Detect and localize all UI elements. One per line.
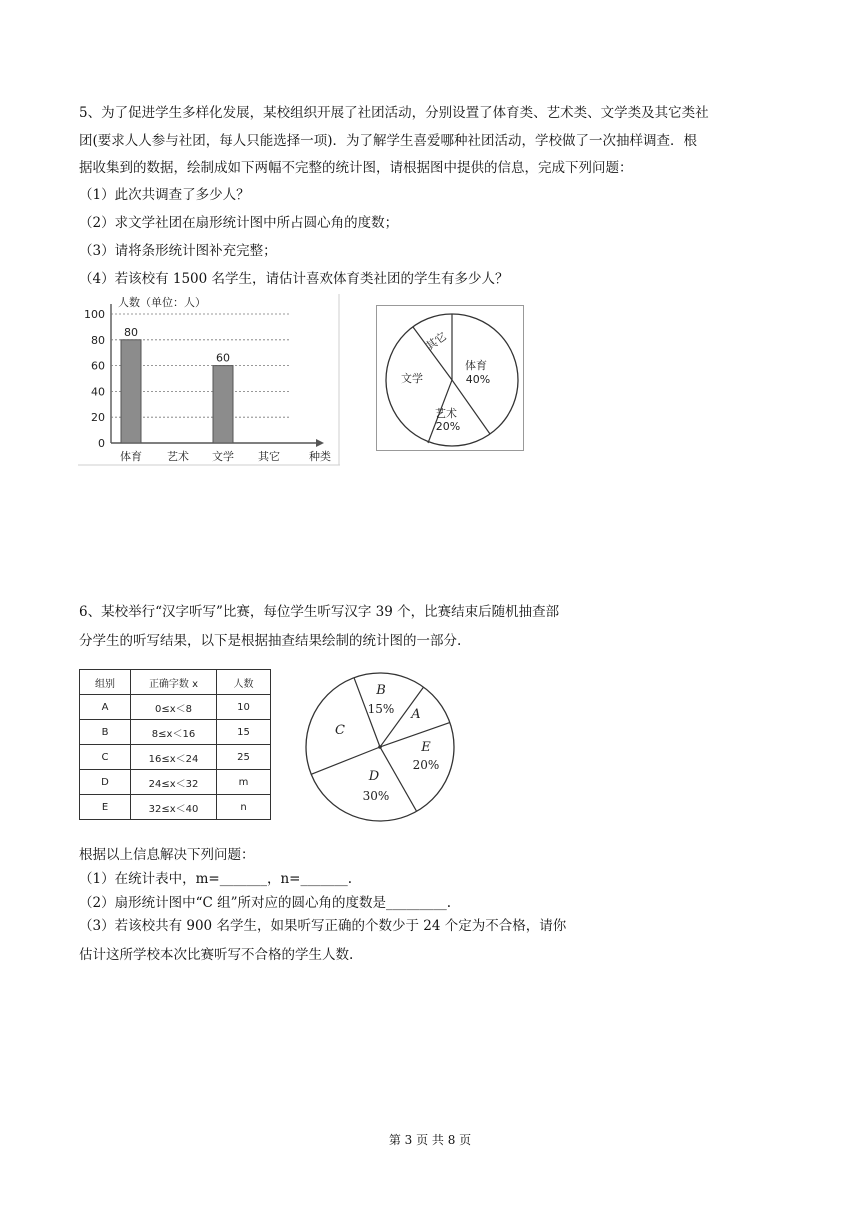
q5-intro-line-2: 团(要求人人参与社团，每人只能选择一项)．为了解学生喜爱哪种社团活动，学校做了一次抽样调查．根 xyxy=(79,133,698,149)
q5-bar-chart xyxy=(78,294,340,466)
bar-chart-category-label: 艺术 xyxy=(167,450,189,463)
q6-pie-label-a: A xyxy=(411,707,421,722)
q6-intro-line-1: 6、某校举行“汉字听写”比赛，每位学生听写汉字 39 个，比赛结束后随机抽查部 xyxy=(79,604,560,620)
q6-pie-pct-d: 30% xyxy=(362,789,390,803)
q6-pie-label-e: E xyxy=(421,740,431,755)
table-cell: 10 xyxy=(217,695,271,720)
table-cell: C xyxy=(80,745,131,770)
table-cell: 25 xyxy=(217,745,271,770)
bar-chart-ytick-label: 0 xyxy=(98,437,105,450)
q5-pie-label-sport: 体育 xyxy=(465,359,487,372)
q6-question-3-cont: 估计这所学校本次比赛听写不合格的学生人数. xyxy=(79,947,354,963)
q5-pie-chart xyxy=(376,305,524,451)
bar-chart-ylabel: 人数（单位：人） xyxy=(118,296,206,309)
q5-question-2: （2）求文学社团在扇形统计图中所占圆心角的度数； xyxy=(79,215,399,231)
bar-chart-value-label: 60 xyxy=(216,351,230,365)
table-cell: 8≤x＜16 xyxy=(131,720,217,745)
q6-question-1: （1）在统计表中，m=_______，n=_______. xyxy=(79,871,352,887)
bar-chart-value-label: 80 xyxy=(124,325,138,339)
q5-question-3: （3）请将条形统计图补充完整； xyxy=(79,243,277,259)
bar-chart-ytick-label: 100 xyxy=(84,308,105,321)
q6-stat-table xyxy=(79,669,271,820)
q6-pie-label-d: D xyxy=(368,769,380,784)
table-cell: 16≤x＜24 xyxy=(131,745,217,770)
table-cell: 24≤x＜32 xyxy=(131,770,217,795)
q6-lead: 根据以上信息解决下列问题： xyxy=(79,847,255,863)
q6-pie-pct-e: 20% xyxy=(412,758,440,772)
bar-chart-category-label: 文学 xyxy=(212,450,234,463)
table-header-count: 人数 xyxy=(217,670,271,695)
q6-intro-line-2: 分学生的听写结果，以下是根据抽查结果绘制的统计图的一部分. xyxy=(79,633,462,649)
table-row xyxy=(80,695,271,720)
q5-intro-line-1: 5、为了促进学生多样化发展，某校组织开展了社团活动，分别设置了体育类、艺术类、文学类及其它类社 xyxy=(79,105,709,121)
q5-question-1: （1）此次共调查了多少人？ xyxy=(79,187,250,203)
table-row xyxy=(80,770,271,795)
table-row xyxy=(80,795,271,820)
table-cell: n xyxy=(217,795,271,820)
table-cell: E xyxy=(80,795,131,820)
table-cell: m xyxy=(217,770,271,795)
q6-question-3: （3）若该校共有 900 名学生，如果听写正确的个数少于 24 个定为不合格，请你 xyxy=(79,918,567,934)
bar-chart-bar xyxy=(121,340,141,443)
bar-chart-category-label: 体育 xyxy=(120,450,142,463)
table-cell: B xyxy=(80,720,131,745)
bar-chart-ytick-label: 20 xyxy=(91,411,105,425)
q6-pie-center-dot xyxy=(378,745,382,749)
q5-pie-label-literature: 文学 xyxy=(401,372,423,385)
bar-chart-x-arrow xyxy=(316,439,324,447)
table-header-range: 正确字数 x xyxy=(131,670,217,695)
bar-chart-ytick-label: 80 xyxy=(91,333,105,347)
table-cell: 15 xyxy=(217,720,271,745)
q6-question-2: （2）扇形统计图中“C 组”所对应的圆心角的度数是_________. xyxy=(79,895,452,911)
q6-pie-chart xyxy=(300,668,460,828)
q5-pie-label-other: 其它 xyxy=(423,329,450,354)
table-row xyxy=(80,720,271,745)
q5-pie-label-art: 艺术 xyxy=(435,407,457,420)
page-footer: 第 3 页 共 8 页 xyxy=(388,1133,472,1147)
table-row xyxy=(80,745,271,770)
bar-chart-ytick-label: 40 xyxy=(91,385,105,399)
q5-pie-pct-art: 20% xyxy=(435,420,461,433)
bar-chart-category-label: 其它 xyxy=(258,450,280,463)
table-cell: 0≤x＜8 xyxy=(131,695,217,720)
table-cell: A xyxy=(80,695,131,720)
q6-pie-pct-b: 15% xyxy=(367,702,395,716)
q5-intro-line-3: 据收集到的数据，绘制成如下两幅不完整的统计图，请根据图中提供的信息，完成下列问题： xyxy=(79,160,633,176)
bar-chart-bar xyxy=(213,366,233,443)
q6-pie-divider-ae xyxy=(380,723,450,747)
table-cell: 32≤x＜40 xyxy=(131,795,217,820)
table-header-group: 组别 xyxy=(80,670,131,695)
bar-chart-xlabel: 种类 xyxy=(309,450,331,463)
table-cell: D xyxy=(80,770,131,795)
q5-question-4: （4）若该校有 1500 名学生，请估计喜欢体育类社团的学生有多少人？ xyxy=(79,271,509,287)
bar-chart-ytick-label: 60 xyxy=(91,359,105,373)
q6-pie-label-b: B xyxy=(376,683,386,698)
table-header-row xyxy=(80,670,271,695)
q5-pie-pct-sport: 40% xyxy=(465,373,491,386)
q6-pie-label-c: C xyxy=(335,723,345,738)
